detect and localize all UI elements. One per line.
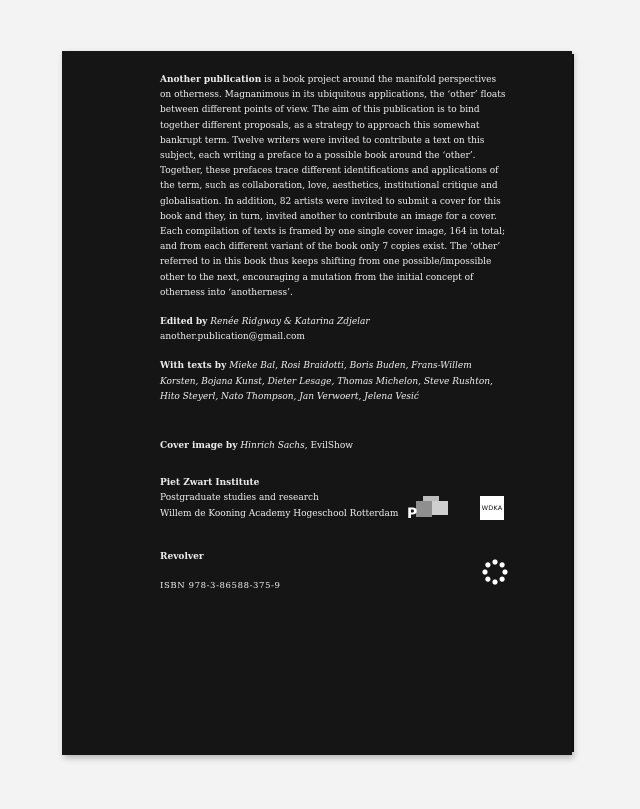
institute-line-2: Willem de Kooning Academy Hogeschool Rotterdam <box>160 508 399 519</box>
contact-email: another.publication@gmail.com <box>160 332 305 343</box>
book-back-cover <box>62 51 572 755</box>
blurb-paragraph <box>160 73 510 301</box>
cover-artist: Hinrich Sachs <box>240 441 305 452</box>
pzi-logo <box>407 495 453 521</box>
institute-line-1: Postgraduate studies and research <box>160 493 319 504</box>
texts-label: With texts by <box>160 361 227 372</box>
wdka-logo: WDKA <box>480 496 504 520</box>
pzi-logo-letter: P <box>407 506 418 521</box>
cover-work: EvilShow <box>310 441 353 452</box>
contributors <box>160 359 510 405</box>
edited-label: Edited by <box>160 317 208 328</box>
blurb-text: is a book project around the manifold perspectives on otherness. Magnanimous in its ubiquitous applications, the ‘other’ floats between different points of view. The aim of this publication is to bind together different proposals, as a strategy to approach this somewhat bankrupt term. Twelve writers were invited to contribute a text on this subject, each writing a preface to a possible book around the ‘other’. Together, these prefaces trace different identifications and applications of the term, such as collaboration, love, aesthetics, institutional critique and globalisation. In addition, 82 artists were invited to submit a cover for this book and they, in turn, invited another to contribute an image for a cover. Each compilation of texts is framed by one single cover image, 164 in total; and from each different variant of the book only 7 copies exist. The ‘other’ referred to in this book thus keeps shifting from one possible/impossible other to the next, encouraging a mutation from the initial concept of otherness into ‘anotherness’. <box>160 75 506 298</box>
cover-label: Cover image by <box>160 441 238 452</box>
contributor-names: Mieke Bal, Rosi Braidotti, Boris Buden, Frans-Willem Korsten, Bojana Kunst, Dieter Lesage, Thomas Michelon, Steve Rushton, Hito Steyerl, Nato Thompson, Jan Verwoert, Jelena Vesić <box>160 361 493 402</box>
editor-names: Renée Ridgway & Katarina Zdjelar <box>210 317 370 328</box>
cover-text <box>160 73 510 594</box>
blurb-lead: Another publication <box>160 75 262 85</box>
revolver-logo <box>482 559 508 585</box>
publisher-name: Revolver <box>160 551 204 562</box>
cover-credit: Cover image by Hinrich Sachs, EvilShow <box>160 441 353 452</box>
isbn: ISBN 978-3-86588-375-9 <box>160 581 281 592</box>
institute-name: Piet Zwart Institute <box>160 478 260 489</box>
edited-by <box>160 315 510 330</box>
